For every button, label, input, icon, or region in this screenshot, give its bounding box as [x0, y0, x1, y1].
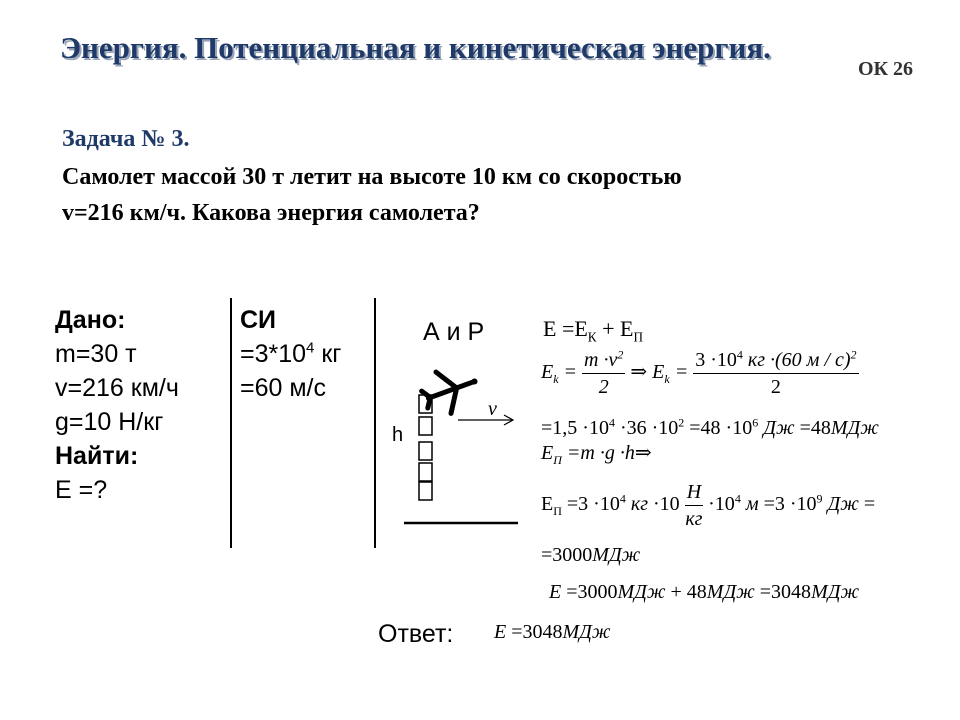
formula-potential-calc: $E_П =3 \cdot 10^4$ кг ·10 $\frac{Н}{кг}$ $\cdot 10^4$ $м =3 \cdot 10^9$ Дж = — [541, 481, 876, 530]
task-title: Задача № 3. — [62, 126, 190, 152]
formula-kinetic-result: $=1,5 \cdot 10^4 \cdot 36 \cdot 10^2 =48 \cdot 10^6$ Дж =48МДж — [541, 415, 879, 439]
si-mass: $=3*10^4$ кг — [240, 339, 342, 368]
find-energy: E =? — [55, 476, 108, 504]
given-gravity: g=10 Н/кг — [55, 408, 164, 436]
answer-formula: E =3048МДж — [494, 621, 611, 643]
formula-total-energy: $E =E_К + E_П$ — [543, 316, 643, 345]
formula-total-result: E =3000МДж + 48МДж =3048МДж — [549, 581, 860, 603]
missing-glyph-box — [419, 442, 432, 460]
missing-glyph-box — [419, 482, 432, 500]
diagram-label: А и Р — [423, 318, 485, 346]
formula-kinetic: $E_k$ = $\frac{m \cdot v^2}{2}$ ⇒ $E_k$ = $\frac{3 \cdot 10^4 кг \cdot(60 м / с)^2}{2}$ — [541, 347, 857, 398]
page-title: Энергия. Потенциальная и кинетическая энергия. — [60, 30, 771, 65]
formula-potential: $E_П =m \cdot g$ ·h⇒ — [541, 442, 652, 467]
task-text-line-2: v=216 км/ч. Какова энергия самолета? — [62, 200, 480, 226]
airplane-icon — [417, 360, 485, 420]
find-header: Найти: — [55, 442, 139, 470]
formula-potential-result: =3000МДж — [541, 544, 641, 566]
missing-glyph-box — [419, 463, 432, 481]
given-velocity: v=216 км/ч — [55, 374, 179, 402]
slide-badge: ОК 26 — [858, 58, 914, 80]
si-block — [240, 303, 341, 405]
divider-si-diagram — [374, 298, 376, 548]
missing-glyph-box — [419, 417, 432, 435]
given-block — [55, 303, 179, 507]
given-header: Дано: — [55, 306, 126, 334]
height-label: h — [392, 424, 404, 446]
answer-label: Ответ: — [378, 620, 454, 648]
given-mass: m=30 т — [55, 340, 137, 368]
si-velocity: =60 м/с — [240, 374, 326, 402]
velocity-label: v — [488, 398, 497, 420]
task-text-line-1: Самолет массой 30 т летит на высоте 10 км со скоростью — [62, 164, 682, 190]
divider-given-si — [230, 298, 232, 548]
si-header: СИ — [240, 306, 277, 334]
